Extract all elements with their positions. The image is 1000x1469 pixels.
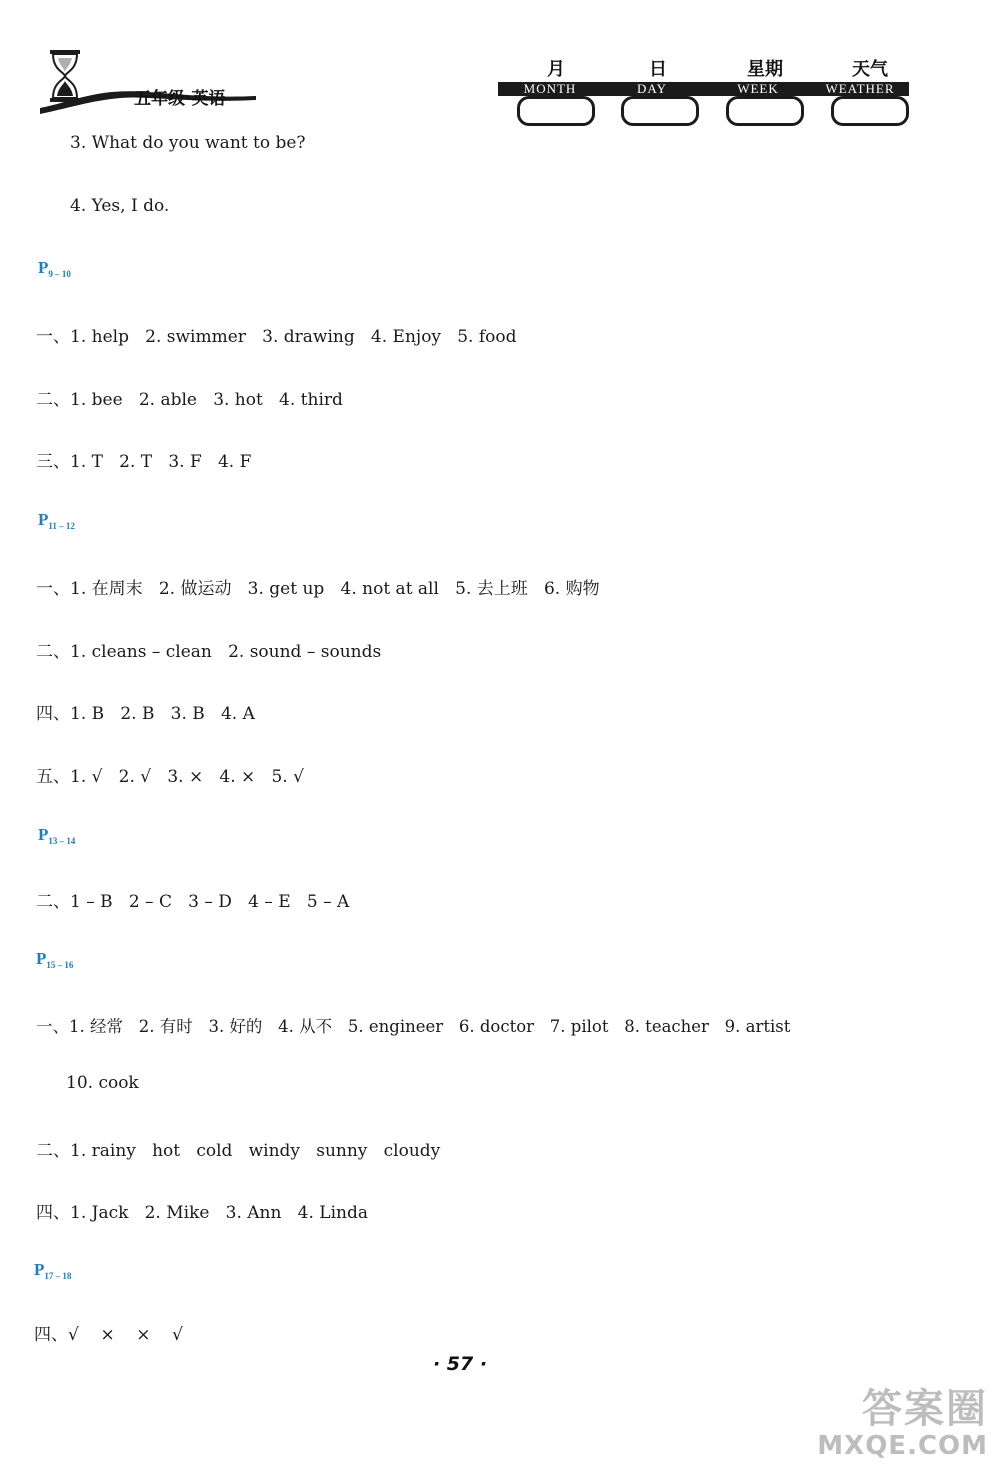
page-ref: $P_{11 - 12}$ <box>38 510 75 531</box>
answer-line: 三、1. T 2. T 3. F 4. F <box>36 452 252 472</box>
page-number: · 57 · <box>432 1353 488 1375</box>
month-sublabel: MONTH <box>523 81 577 96</box>
weather-box <box>831 96 909 126</box>
watermark-top-text: 答案圈 <box>862 1386 988 1432</box>
watermark-bottom-text: MXQE.COM <box>817 1431 988 1461</box>
month-box <box>517 96 595 126</box>
page-ref: $P_{17 - 18}$ <box>34 1260 72 1281</box>
day-box <box>621 96 699 126</box>
answer-line: 二、1 – B 2 – C 3 – D 4 – E 5 – A <box>36 892 350 912</box>
page-ref: $P_{15 - 16}$ <box>36 949 74 970</box>
answer-line: 3. What do you want to be? <box>70 133 306 153</box>
grade-subject-title: 五年级·英语 <box>134 89 226 109</box>
answer-line: 一、1. 在周末 2. 做运动 3. get up 4. not at all 5. 去上班 6. 购物 <box>36 579 600 599</box>
weather-sublabel: WEATHER <box>825 81 895 96</box>
answer-line: 二、1. rainy hot cold windy sunny cloudy <box>36 1141 441 1161</box>
week-sublabel: WEEK <box>737 81 779 96</box>
answer-line: 一、1. help 2. swimmer 3. drawing 4. Enjoy 5. food <box>36 327 517 347</box>
page-ref: $P_{13 - 14}$ <box>38 825 76 846</box>
week-box <box>726 96 804 126</box>
weather-label: 天气 <box>852 59 888 80</box>
page-ref: $P_{9 - 10}$ <box>38 258 71 279</box>
answer-line: 4. Yes, I do. <box>70 196 170 216</box>
answer-line: 一、1. 经常 2. 有时 3. 好的 4. 从不 5. engineer 6. doctor 7. pilot 8. teacher 9. artist <box>36 1017 791 1036</box>
answer-line: 10. cook <box>66 1073 139 1093</box>
watermark-logo <box>817 1387 988 1461</box>
month-label: 月 <box>547 59 565 80</box>
answer-line: 二、1. cleans – clean 2. sound – sounds <box>36 642 382 662</box>
week-label: 星期 <box>747 59 783 80</box>
day-label: 日 <box>649 59 667 80</box>
answer-line: 四、1. B 2. B 3. B 4. A <box>36 704 255 724</box>
answer-line: 五、1. √ 2. √ 3. × 4. × 5. √ <box>36 767 304 787</box>
answer-line: 四、√ × × √ <box>34 1325 183 1345</box>
day-sublabel: DAY <box>637 81 667 96</box>
answer-line: 四、1. Jack 2. Mike 3. Ann 4. Linda <box>36 1203 368 1223</box>
answer-line: 二、1. bee 2. able 3. hot 4. third <box>36 390 343 410</box>
